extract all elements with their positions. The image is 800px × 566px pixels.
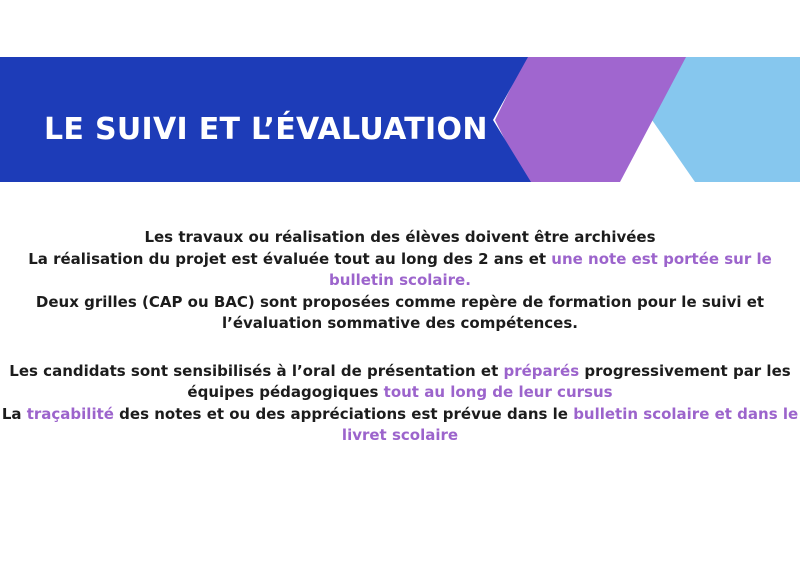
prepared-highlight: préparés [503, 361, 580, 380]
page-title: LE SUIVI ET L’ÉVALUATION [44, 112, 488, 147]
content-body [0, 227, 800, 447]
traceability-text-a: La [1, 404, 27, 423]
bulletin-note-highlight: une note est portée sur le bulletin scolaire. [329, 249, 772, 289]
cursus-highlight: tout au long de leur cursus [383, 383, 613, 401]
traceability-highlight: traçabilité [26, 404, 114, 423]
oral-text-a: Les candidats sont sensibilisés à l’oral de présentation et [9, 361, 504, 380]
evaluation-text: La réalisation du projet est évaluée tout au long des 2 ans et [28, 249, 552, 268]
grids-text: Deux grilles (CAP ou BAC) sont proposées comme repère de formation pour le suivi et l’évaluation sommative des compétences. [35, 292, 765, 332]
archiving-text: Les travaux ou réalisation des élèves doivent être archivées [144, 228, 656, 246]
paragraph-oral [0, 361, 800, 447]
traceability-text-b: des notes et ou des appréciations est prévue dans le [113, 404, 574, 423]
oral-text-b: progressivement par les équipes pédagogiques [187, 361, 791, 401]
banner-shapes [0, 0, 800, 200]
bulletin-livret-highlight: bulletin scolaire et dans le livret scolaire [341, 404, 799, 444]
paragraph-archiving [0, 227, 800, 335]
title-banner [0, 0, 800, 200]
paragraph-spacer [0, 335, 800, 361]
